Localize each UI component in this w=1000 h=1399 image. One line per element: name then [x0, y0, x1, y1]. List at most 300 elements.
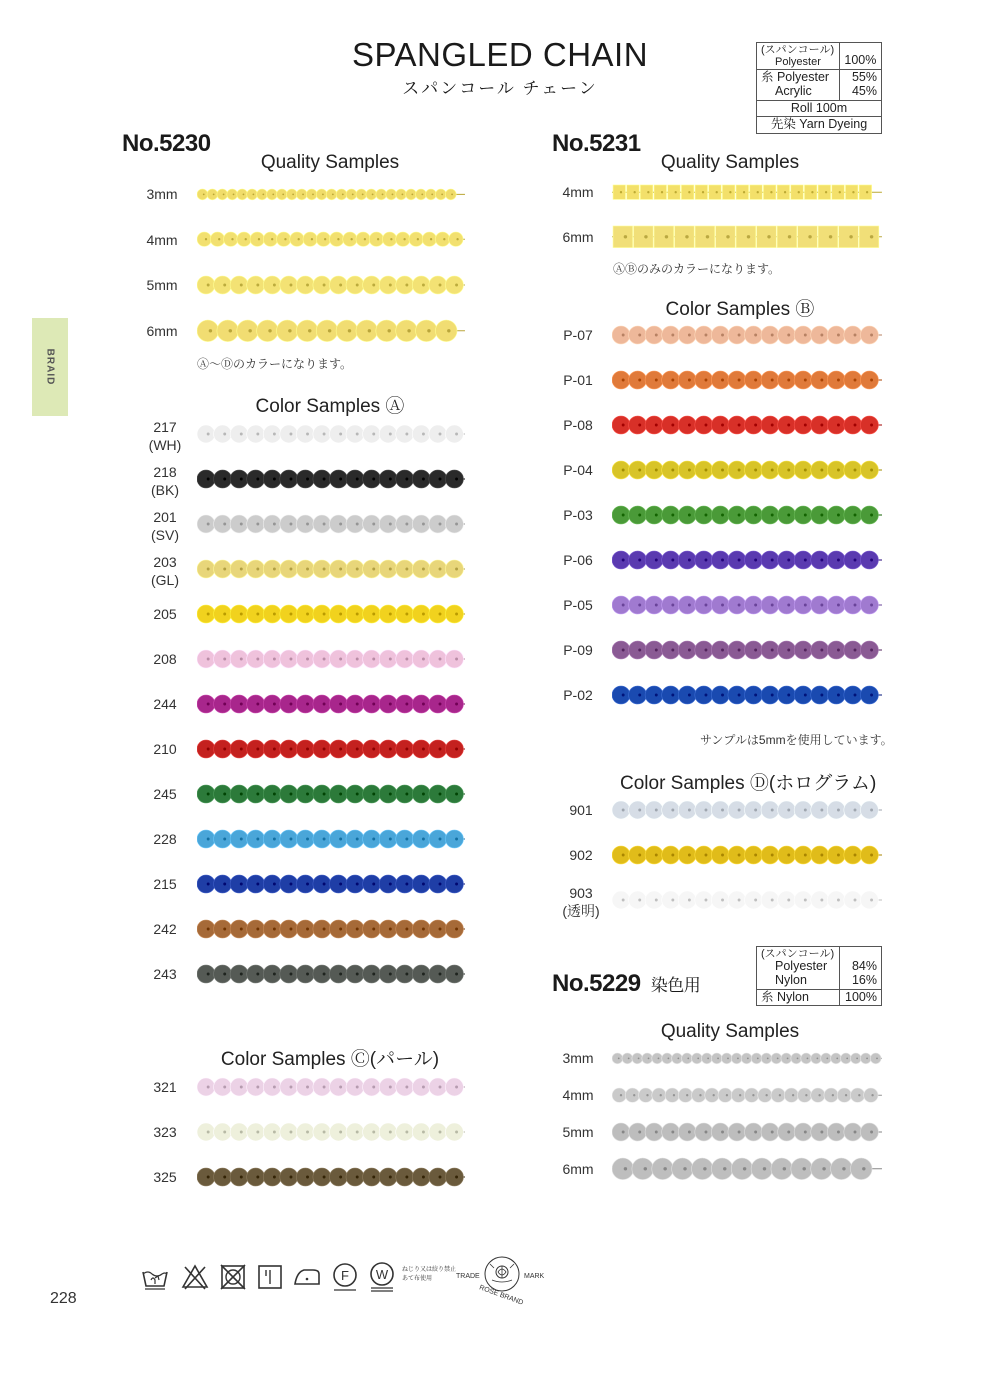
sequin: [778, 596, 796, 614]
sequin-hole: [820, 1131, 823, 1134]
sequin: [280, 515, 298, 533]
sequin-hole: [671, 379, 674, 382]
color-samples-a-title: Color Samples Ⓐ: [255, 396, 405, 417]
sequin-hole: [439, 883, 442, 886]
sequin-hole: [804, 1131, 807, 1134]
sequin: [445, 605, 463, 623]
sequin: [811, 461, 829, 479]
sequin-hole: [290, 928, 293, 931]
sample-label: 215: [153, 876, 177, 892]
sequin: [728, 461, 746, 479]
sequin: [296, 605, 314, 623]
sequin-hole: [648, 1057, 650, 1059]
sequin-hole: [688, 694, 691, 697]
sequin: [844, 801, 862, 819]
sequin: [691, 1053, 702, 1064]
sequin-hole: [688, 854, 691, 857]
sequin-hole: [229, 329, 232, 332]
sequin-hole: [804, 604, 807, 607]
sequin-hole: [324, 238, 326, 240]
sequin: [850, 1158, 872, 1180]
sequin: [844, 641, 862, 659]
sequin-hole: [655, 649, 658, 652]
sequin-hole: [207, 973, 210, 976]
sequin: [329, 470, 347, 488]
sequin: [860, 461, 878, 479]
sequin: [280, 425, 298, 443]
sample-label: P-01: [563, 372, 593, 388]
sequin: [230, 560, 248, 578]
sequin-hole: [455, 1086, 458, 1089]
sequin: [363, 920, 381, 938]
sequin: [363, 785, 381, 803]
sequin-hole: [439, 973, 442, 976]
sequin-hole: [302, 193, 304, 195]
sequin-hole: [290, 1086, 293, 1089]
sequin: [841, 1053, 852, 1064]
sequin: [197, 830, 215, 848]
sequin-hole: [207, 658, 210, 661]
sequin-hole: [240, 613, 243, 616]
sequin-hole: [638, 899, 641, 902]
sequin: [678, 371, 696, 389]
sequin-hole: [804, 379, 807, 382]
sequin-hole: [820, 899, 823, 902]
spec-roll: Roll 100m: [757, 100, 882, 117]
sequin-hole: [256, 523, 259, 526]
sequin-hole: [273, 793, 276, 796]
sequin: [844, 596, 862, 614]
sequin-hole: [837, 1131, 840, 1134]
spec-table-main: [756, 42, 882, 134]
sequin-hole: [845, 1094, 847, 1096]
sequin: [290, 232, 304, 246]
sequin-hole: [223, 748, 226, 751]
sequin-hole: [644, 1167, 647, 1170]
sequin: [827, 551, 845, 569]
sequin: [296, 965, 314, 983]
sequin-hole: [754, 424, 757, 427]
sequin-hole: [638, 1131, 641, 1134]
sample-label: 6mm: [562, 1161, 594, 1177]
sequin-hole: [252, 193, 254, 195]
sequin: [296, 830, 314, 848]
sequin: [396, 965, 414, 983]
sequin-hole: [356, 973, 359, 976]
sequin-hole: [306, 793, 309, 796]
sequin-hole: [628, 1057, 630, 1059]
sequin-hole: [688, 514, 691, 517]
sequin: [429, 276, 447, 294]
sequin: [811, 686, 829, 704]
sequin-hole: [754, 559, 757, 562]
sequin-hole: [422, 748, 425, 751]
sequin-strand: [612, 224, 882, 250]
sequin: [445, 965, 463, 983]
sequin-hole: [620, 191, 622, 193]
sequin: [629, 371, 647, 389]
sequin-hole: [356, 838, 359, 841]
sequin-hole: [655, 514, 658, 517]
sequin: [645, 326, 663, 344]
sequin: [363, 470, 381, 488]
sequin-hole: [705, 809, 708, 812]
sequin-hole: [716, 191, 718, 193]
sequin: [711, 1158, 733, 1180]
sequin: [672, 1053, 683, 1064]
sequin-hole: [870, 514, 873, 517]
sequin-hole: [820, 649, 823, 652]
sequin: [728, 506, 746, 524]
sequin: [850, 1053, 861, 1064]
side-category-tab: BRAID: [32, 318, 68, 416]
sequin-hole: [290, 478, 293, 481]
sequin: [695, 326, 713, 344]
sample-label: 903 (透明): [562, 885, 600, 919]
sequin: [744, 686, 762, 704]
sequin: [379, 830, 397, 848]
sequin-hole: [688, 899, 691, 902]
sequin: [412, 920, 430, 938]
sequin: [445, 830, 463, 848]
sequin: [622, 1053, 633, 1064]
sequin: [668, 185, 680, 199]
sequin: [711, 506, 729, 524]
sequin: [629, 551, 647, 569]
sequin: [612, 326, 630, 344]
sequin: [645, 551, 663, 569]
sequin-hole: [754, 854, 757, 857]
sequin: [267, 189, 278, 200]
sequin-strand: [612, 369, 882, 391]
sequin-hole: [439, 478, 442, 481]
sequin-hole: [854, 854, 857, 857]
sequin: [412, 605, 430, 623]
sequin: [313, 650, 331, 668]
sequin-hole: [298, 238, 300, 240]
sequin: [247, 515, 265, 533]
sequin: [827, 506, 845, 524]
sequin-hole: [658, 1057, 660, 1059]
sequin-hole: [422, 1131, 425, 1134]
sequin-hole: [849, 235, 852, 238]
sequin: [761, 1123, 779, 1141]
sequin-strand: [612, 1121, 882, 1143]
sequin-hole: [405, 433, 408, 436]
sequin: [214, 560, 232, 578]
sequin: [412, 740, 430, 758]
dry-clean-f-icon: [330, 1262, 360, 1292]
sequin: [811, 846, 829, 864]
sequin: [197, 785, 215, 803]
wet-clean-w-icon: [367, 1262, 397, 1292]
sequin: [316, 189, 327, 200]
sequin-hole: [638, 854, 641, 857]
sequin: [346, 425, 364, 443]
sample-label: 901: [569, 802, 593, 818]
sequin: [818, 185, 830, 199]
sequin-hole: [240, 658, 243, 661]
sequin-hole: [240, 568, 243, 571]
sequin: [634, 226, 654, 248]
sequin-strand: [612, 799, 882, 821]
sequin: [412, 785, 430, 803]
sequin-hole: [405, 1131, 408, 1134]
sequin: [435, 232, 449, 246]
sequin-hole: [837, 809, 840, 812]
sequin-hole: [389, 284, 392, 287]
sequin-hole: [622, 559, 625, 562]
sequin: [396, 740, 414, 758]
sequin-hole: [677, 1057, 679, 1059]
sequin: [247, 785, 265, 803]
sequin: [316, 320, 338, 342]
sequin-hole: [638, 604, 641, 607]
sequin: [625, 1088, 639, 1102]
sequin: [280, 276, 298, 294]
sequin-strand: [612, 183, 882, 201]
sequin-hole: [290, 568, 293, 571]
sequin: [329, 965, 347, 983]
sample-label: P-05: [563, 597, 593, 613]
color-samples-c-title: Color Samples Ⓒ(パール): [220, 1049, 440, 1070]
sequin-hole: [207, 613, 210, 616]
sequin-hole: [332, 193, 334, 195]
sequin-hole: [256, 973, 259, 976]
quality-note-5230: Ⓐ〜Ⓓのカラーになります。: [197, 357, 353, 371]
sequin-hole: [455, 793, 458, 796]
sequin-hole: [837, 334, 840, 337]
sequin: [860, 846, 878, 864]
sequin-hole: [372, 973, 375, 976]
sequin: [711, 461, 729, 479]
sequin: [744, 1123, 762, 1141]
sequin: [791, 1053, 802, 1064]
sequin: [197, 232, 211, 246]
sequin: [844, 371, 862, 389]
sequin-hole: [622, 424, 625, 427]
sequin: [396, 830, 414, 848]
sequin: [837, 1088, 851, 1102]
sequin: [640, 185, 652, 199]
sequin: [412, 515, 430, 533]
sample-label: P-04: [563, 462, 593, 478]
sequin-hole: [737, 1057, 739, 1059]
sequin: [791, 185, 803, 199]
sequin-hole: [405, 838, 408, 841]
sequin-hole: [655, 809, 658, 812]
sample-label: P-09: [563, 642, 593, 658]
sample-label: 4mm: [146, 231, 178, 248]
sequin: [210, 232, 224, 246]
sequin: [313, 1078, 331, 1096]
sequin: [412, 1078, 430, 1096]
sequin: [280, 785, 298, 803]
sequin: [860, 686, 878, 704]
sequin-hole: [273, 613, 276, 616]
sequin: [629, 801, 647, 819]
sequin: [445, 515, 463, 533]
sequin: [263, 785, 281, 803]
sequin-hole: [721, 899, 724, 902]
sequin: [771, 1088, 785, 1102]
sequin: [744, 891, 762, 909]
sequin: [214, 740, 232, 758]
sequin-hole: [622, 1131, 625, 1134]
sequin-hole: [705, 424, 708, 427]
sequin: [645, 846, 663, 864]
sequin: [313, 875, 331, 893]
sequin-hole: [663, 1167, 666, 1170]
sequin-strand: [197, 423, 465, 445]
sequin-hole: [256, 838, 259, 841]
svg-text:F: F: [341, 1268, 349, 1283]
sequin: [247, 189, 258, 200]
sequin-hole: [243, 193, 245, 195]
sequin: [329, 1123, 347, 1141]
sequin: [827, 596, 845, 614]
iron-low-icon: [292, 1262, 322, 1292]
sequin-hole: [372, 613, 375, 616]
product-number-5229: No.5229 染色用: [552, 970, 701, 997]
sequin: [426, 189, 437, 200]
spec-pct: 55% 45%: [840, 70, 882, 101]
sequin-hole: [721, 379, 724, 382]
sequin-hole: [683, 1167, 686, 1170]
sequin: [445, 189, 456, 200]
sequin-hole: [439, 523, 442, 526]
sequin: [263, 425, 281, 443]
sequin-hole: [256, 658, 259, 661]
sequin-hole: [818, 1094, 820, 1096]
sequin-hole: [804, 514, 807, 517]
sequin: [263, 1123, 281, 1141]
sequin: [860, 416, 878, 434]
sequin: [363, 875, 381, 893]
sequin: [277, 232, 291, 246]
sequin: [263, 1168, 281, 1186]
sequin-hole: [323, 793, 326, 796]
sequin: [860, 551, 878, 569]
sequin: [406, 189, 417, 200]
sequin-hole: [671, 559, 674, 562]
sequin-hole: [870, 854, 873, 857]
sequin: [811, 416, 829, 434]
sequin: [379, 740, 397, 758]
sequin-hole: [223, 703, 226, 706]
sequin: [612, 641, 630, 659]
sequin: [827, 801, 845, 819]
sequin-hole: [207, 1176, 210, 1179]
sequin: [811, 641, 829, 659]
sequin-hole: [854, 604, 857, 607]
sequin: [832, 185, 844, 199]
sequin-hole: [787, 469, 790, 472]
sequin: [827, 326, 845, 344]
sequin: [429, 470, 447, 488]
sequin-hole: [389, 703, 392, 706]
sequin-hole: [842, 1167, 845, 1170]
sequin: [711, 891, 729, 909]
sequin-hole: [290, 748, 293, 751]
sequin: [280, 605, 298, 623]
sequin-hole: [389, 433, 392, 436]
sequin-strand: [197, 274, 465, 296]
sequin: [675, 226, 695, 248]
sequin-hole: [455, 568, 458, 571]
sequin-hole: [323, 703, 326, 706]
sequin: [632, 1158, 654, 1180]
sequin: [363, 560, 381, 578]
sequin-hole: [738, 424, 741, 427]
sequin: [356, 189, 367, 200]
sequin: [363, 830, 381, 848]
sequin: [695, 846, 713, 864]
sequin: [197, 965, 215, 983]
sequin-hole: [339, 883, 342, 886]
sequin-hole: [290, 1176, 293, 1179]
sequin: [860, 1053, 871, 1064]
sequin: [662, 686, 680, 704]
sequin: [429, 515, 447, 533]
spec-material: 糸 Nylon: [757, 989, 840, 1006]
sequin-hole: [282, 193, 284, 195]
sequin: [230, 875, 248, 893]
sequin-strand: [197, 318, 465, 344]
sequin-hole: [455, 838, 458, 841]
sequin: [859, 185, 871, 199]
sequin-hole: [804, 694, 807, 697]
sequin: [230, 650, 248, 668]
sequin: [701, 1053, 712, 1064]
sequin-hole: [422, 1086, 425, 1089]
sequin-hole: [356, 793, 359, 796]
sequin-hole: [223, 928, 226, 931]
sequin: [692, 1158, 714, 1180]
sequin-hole: [421, 193, 423, 195]
sequin: [379, 875, 397, 893]
sequin: [296, 425, 314, 443]
sequin-hole: [705, 854, 708, 857]
sequin-hole: [854, 559, 857, 562]
sequin: [230, 1078, 248, 1096]
sequin: [346, 276, 364, 294]
sequin-hole: [323, 613, 326, 616]
sequin-hole: [405, 748, 408, 751]
sequin: [811, 551, 829, 569]
product-number-5231: No.5231: [552, 130, 641, 157]
sequin-hole: [721, 604, 724, 607]
sequin: [296, 785, 314, 803]
sequin-hole: [205, 238, 207, 240]
sequin: [412, 276, 430, 294]
sequin: [804, 185, 816, 199]
sequin-strand: [197, 1121, 465, 1143]
sequin: [247, 920, 265, 938]
sequin-hole: [403, 238, 405, 240]
sequin-hole: [392, 193, 394, 195]
sequin-hole: [771, 514, 774, 517]
sequin: [731, 1053, 742, 1064]
sequin-hole: [826, 1057, 828, 1059]
sequin: [728, 551, 746, 569]
sequin: [662, 596, 680, 614]
sequin: [197, 515, 215, 533]
sequin: [346, 785, 364, 803]
sequin-hole: [622, 809, 625, 812]
sequin: [758, 1088, 772, 1102]
spec-pct: 84% 16%: [851, 959, 877, 987]
